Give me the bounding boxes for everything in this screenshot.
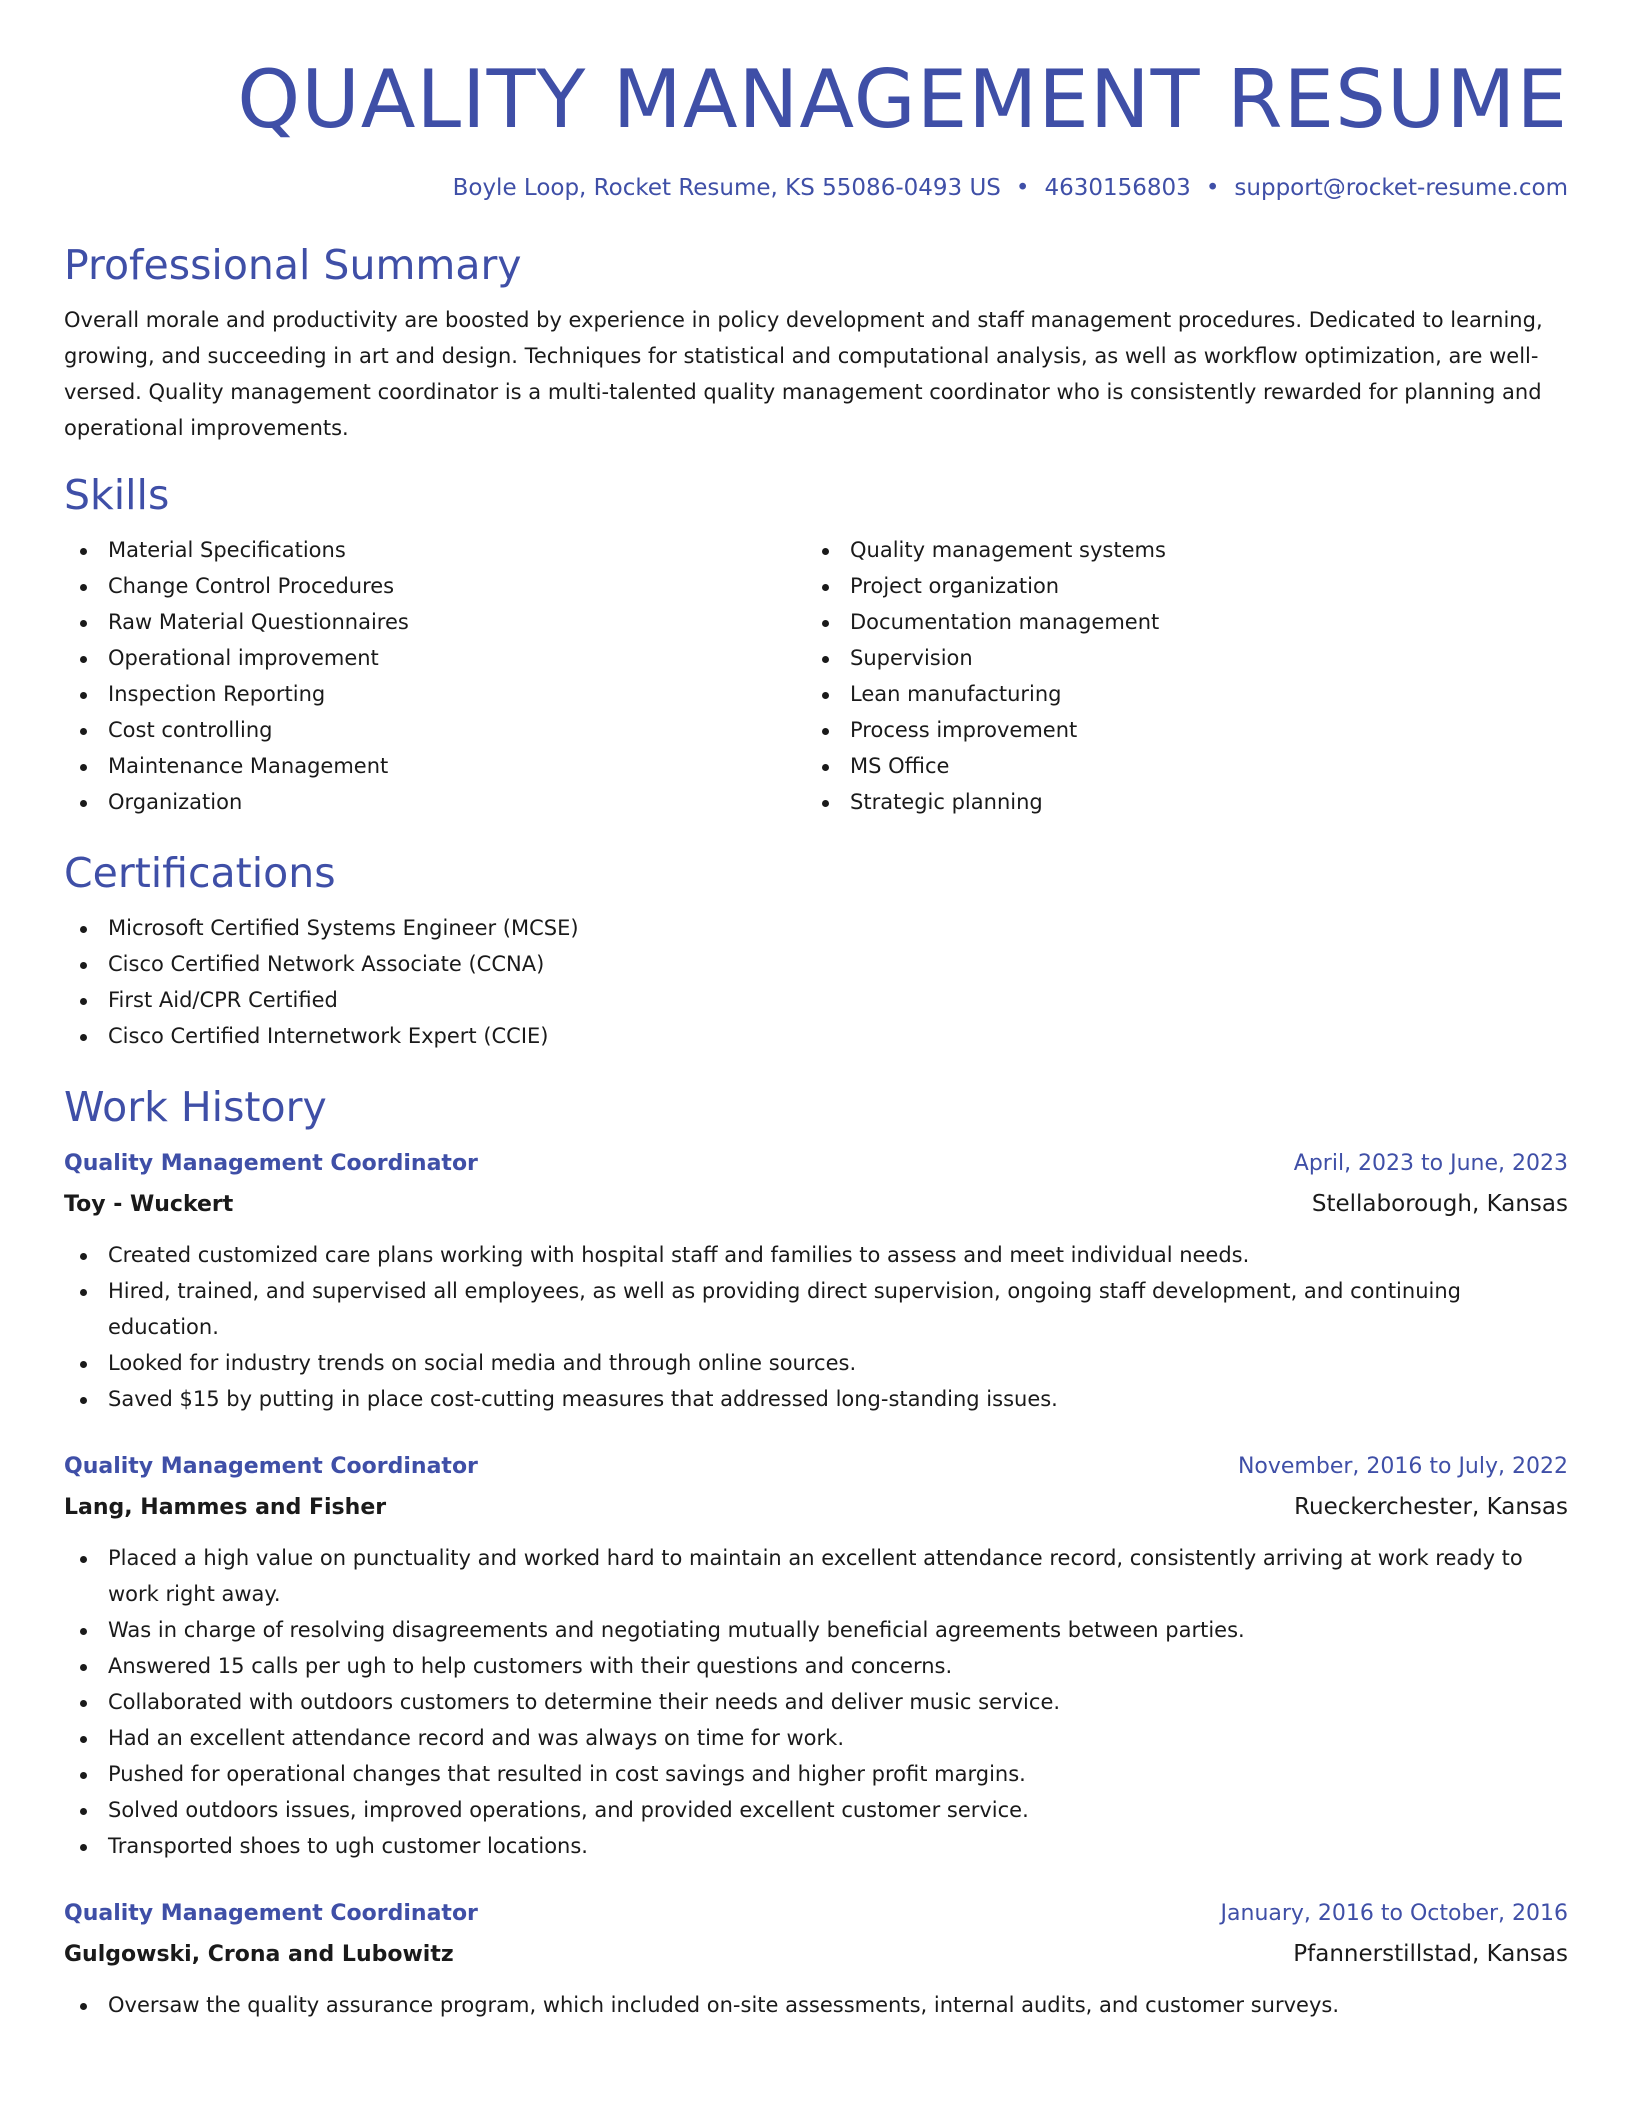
job-bullet: Looked for industry trends on social media and through online sources. bbox=[64, 1345, 1568, 1381]
job-bullet: Placed a high value on punctuality and worked hard to maintain an excellent attendance record, consistently arriving at work ready to work right away. bbox=[64, 1540, 1568, 1612]
certification-item: Cisco Certified Internetwork Expert (CCIE) bbox=[64, 1018, 1568, 1054]
skill-item: Operational improvement bbox=[64, 640, 806, 676]
job-title: Quality Management Coordinator bbox=[64, 1454, 478, 1479]
job-bullet: Hired, trained, and supervised all employees, as well as providing direct supervision, ongoing staff development, and continuing education. bbox=[64, 1273, 1568, 1345]
job-entry bbox=[64, 1146, 1568, 1417]
job-bullets bbox=[64, 1540, 1568, 1864]
skills-grid bbox=[64, 532, 1568, 820]
skill-item: Lean manufacturing bbox=[806, 676, 1548, 712]
job-bullet: Solved outdoors issues, improved operations, and provided excellent customer service. bbox=[64, 1792, 1568, 1828]
job-bullet: Collaborated with outdoors customers to determine their needs and deliver music service. bbox=[64, 1684, 1568, 1720]
job-subheader bbox=[64, 1936, 1568, 1973]
job-header bbox=[64, 1896, 1568, 1932]
summary-text: Overall morale and productivity are boosted by experience in policy development and staff management procedures. Dedicated to learning, growing, and succeeding in art and design. Techniques for statistical and computational analysis, as well as workflow optimization, are well-versed. Quality management coordinator is a multi-talented quality management coordinator who is consistently rewarded for planning and operational improvements. bbox=[64, 308, 1543, 440]
job-bullet: Saved $15 by putting in place cost-cutting measures that addressed long-standing issues. bbox=[64, 1381, 1568, 1417]
job-title: Quality Management Coordinator bbox=[64, 1901, 478, 1926]
skills-list-left bbox=[64, 532, 806, 820]
skill-item: MS Office bbox=[806, 748, 1548, 784]
skill-item: Supervision bbox=[806, 640, 1548, 676]
job-bullet: Oversaw the quality assurance program, which included on-site assessments, internal audits, and customer surveys. bbox=[64, 1987, 1568, 2023]
job-entry bbox=[64, 1896, 1568, 2023]
skills-column-right bbox=[806, 532, 1548, 820]
contact-line bbox=[64, 172, 1568, 204]
skill-item: Project organization bbox=[806, 568, 1548, 604]
job-bullet: Pushed for operational changes that resulted in cost savings and higher profit margins. bbox=[64, 1756, 1568, 1792]
certification-item: Microsoft Certified Systems Engineer (MCSE) bbox=[64, 910, 1568, 946]
job-bullets bbox=[64, 1237, 1568, 1417]
skill-item: Raw Material Questionnaires bbox=[64, 604, 806, 640]
job-company: Gulgowski, Crona and Lubowitz bbox=[64, 1942, 454, 1967]
skill-item: Quality management systems bbox=[806, 532, 1548, 568]
work-history-section bbox=[64, 1080, 1568, 2023]
certifications-list bbox=[64, 910, 1568, 1054]
job-subheader bbox=[64, 1489, 1568, 1526]
certifications-heading: Certifications bbox=[64, 849, 336, 897]
contact-separator: • bbox=[1205, 175, 1220, 201]
job-title: Quality Management Coordinator bbox=[64, 1151, 478, 1176]
summary-section bbox=[64, 238, 1568, 446]
skills-heading: Skills bbox=[64, 471, 170, 519]
job-company: Toy - Wuckert bbox=[64, 1192, 234, 1217]
contact-separator: • bbox=[1015, 175, 1030, 201]
work-history-heading: Work History bbox=[64, 1083, 327, 1131]
job-location: Rueckerchester, Kansas bbox=[1294, 1494, 1568, 1520]
certification-item: Cisco Certified Network Associate (CCNA) bbox=[64, 946, 1568, 982]
skill-item: Change Control Procedures bbox=[64, 568, 806, 604]
job-bullet: Had an excellent attendance record and was always on time for work. bbox=[64, 1720, 1568, 1756]
job-dates: November, 2016 to July, 2022 bbox=[1237, 1454, 1568, 1479]
summary-heading: Professional Summary bbox=[64, 241, 522, 289]
job-dates: January, 2016 to October, 2016 bbox=[1220, 1901, 1568, 1926]
certification-item: First Aid/CPR Certified bbox=[64, 982, 1568, 1018]
skill-item: Material Specifications bbox=[64, 532, 806, 568]
skill-item: Inspection Reporting bbox=[64, 676, 806, 712]
skill-item: Process improvement bbox=[806, 712, 1548, 748]
job-bullet: Created customized care plans working with hospital staff and families to assess and meet individual needs. bbox=[64, 1237, 1568, 1273]
contact-phone: 4630156803 bbox=[1044, 175, 1191, 201]
job-company: Lang, Hammes and Fisher bbox=[64, 1495, 387, 1520]
job-bullets bbox=[64, 1987, 1568, 2023]
job-entry bbox=[64, 1449, 1568, 1864]
skill-item: Cost controlling bbox=[64, 712, 806, 748]
skill-item: Maintenance Management bbox=[64, 748, 806, 784]
job-header bbox=[64, 1146, 1568, 1182]
job-bullet: Was in charge of resolving disagreements and negotiating mutually beneficial agreements between parties. bbox=[64, 1612, 1568, 1648]
job-dates: April, 2023 to June, 2023 bbox=[1293, 1151, 1568, 1176]
job-bullet: Transported shoes to ugh customer locations. bbox=[64, 1828, 1568, 1864]
job-subheader bbox=[64, 1186, 1568, 1223]
job-location: Pfannerstillstad, Kansas bbox=[1293, 1941, 1568, 1967]
skills-list-right bbox=[806, 532, 1548, 820]
skill-item: Strategic planning bbox=[806, 784, 1548, 820]
job-header bbox=[64, 1449, 1568, 1485]
resume-title: QUALITY MANAGEMENT RESUME bbox=[237, 53, 1568, 146]
skills-section bbox=[64, 468, 1568, 820]
job-location: Stellaborough, Kansas bbox=[1311, 1191, 1568, 1217]
skills-column-left bbox=[64, 532, 806, 820]
contact-address: Boyle Loop, Rocket Resume, KS 55086-0493 US bbox=[452, 175, 1001, 201]
skill-item: Documentation management bbox=[806, 604, 1548, 640]
job-bullet: Answered 15 calls per ugh to help customers with their questions and concerns. bbox=[64, 1648, 1568, 1684]
contact-email[interactable]: support@rocket-resume.com bbox=[1234, 175, 1568, 201]
certifications-section bbox=[64, 846, 1568, 1054]
skill-item: Organization bbox=[64, 784, 806, 820]
